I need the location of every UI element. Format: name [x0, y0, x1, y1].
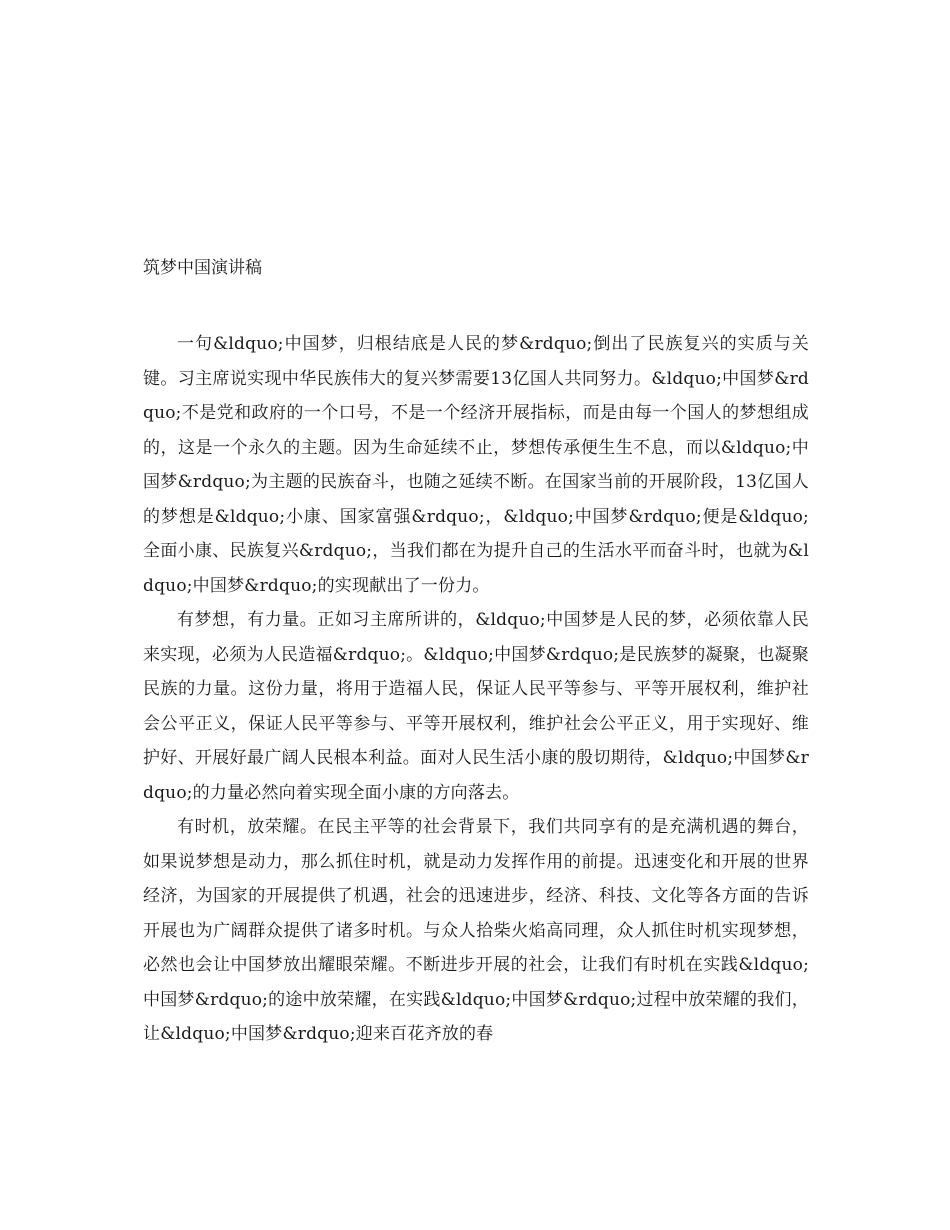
paragraph-3: 有时机，放荣耀。在民主平等的社会背景下，我们共同享有的是充满机遇的舞台，如果说梦想是动力，那么抓住时机，就是动力发挥作用的前提。迅速变化和开展的世界经济，为国家的开展提供了机遇，社会的迅速进步，经济、科技、文化等各方面的告诉开展也为广阔群众提供了诸多时机。与众人拾柴火焰高同理，众人抓住时机实现梦想，必然也会让中国梦放出耀眼荣耀。不断进步开展的社会，让我们有时机在实践&ldquo;中国梦&rdquo;的途中放荣耀，在实践&ldquo;中国梦&rdquo;过程中放荣耀的我们，让&ldquo;中国梦&rdquo;迎来百花齐放的春 — [143, 817, 809, 1044]
paragraph-2: 有梦想，有力量。正如习主席所讲的，&ldquo;中国梦是人民的梦，必须依靠人民来实现，必须为人民造福&rdquo;。&ldquo;中国梦&rdquo;是民族梦的凝聚，也凝聚民族的力量。这份力量，将用于造福人民，保证人民平等参与、平等开展权利，维护社会公平正义，保证人民平等参与、平等开展权利，维护社会公平正义，用于实现好、维护好、开展好最广阔人民根本利益。面对人民生活小康的殷切期待，&ldquo;中国梦&rdquo;的力量必然向着实现全面小康的方向落去。 — [143, 610, 809, 803]
paragraph-1: 一句&ldquo;中国梦，归根结底是人民的梦&rdquo;倒出了民族复兴的实质与关键。习主席说实现中华民族伟大的复兴梦需要13亿国人共同努力。&ldquo;中国梦&rdquo;不是党和政府的一个口号，不是一个经济开展指标，而是由每一个国人的梦想组成的，这是一个永久的主题。因为生命延续不止，梦想传承便生生不息，而以&ldquo;中国梦&rdquo;为主题的民族奋斗，也随之延续不断。在国家当前的开展阶段，13亿国人的梦想是&ldquo;小康、国家富强&rdquo;，&ldquo;中国梦&rdquo;便是&ldquo;全面小康、民族复兴&rdquo;，当我们都在为提升自己的生活水平而奋斗时，也就为&ldquo;中国梦&rdquo;的实现献出了一份力。 — [143, 334, 809, 596]
document-title: 筑梦中国演讲稿 — [143, 258, 262, 278]
document-body — [143, 251, 809, 1052]
